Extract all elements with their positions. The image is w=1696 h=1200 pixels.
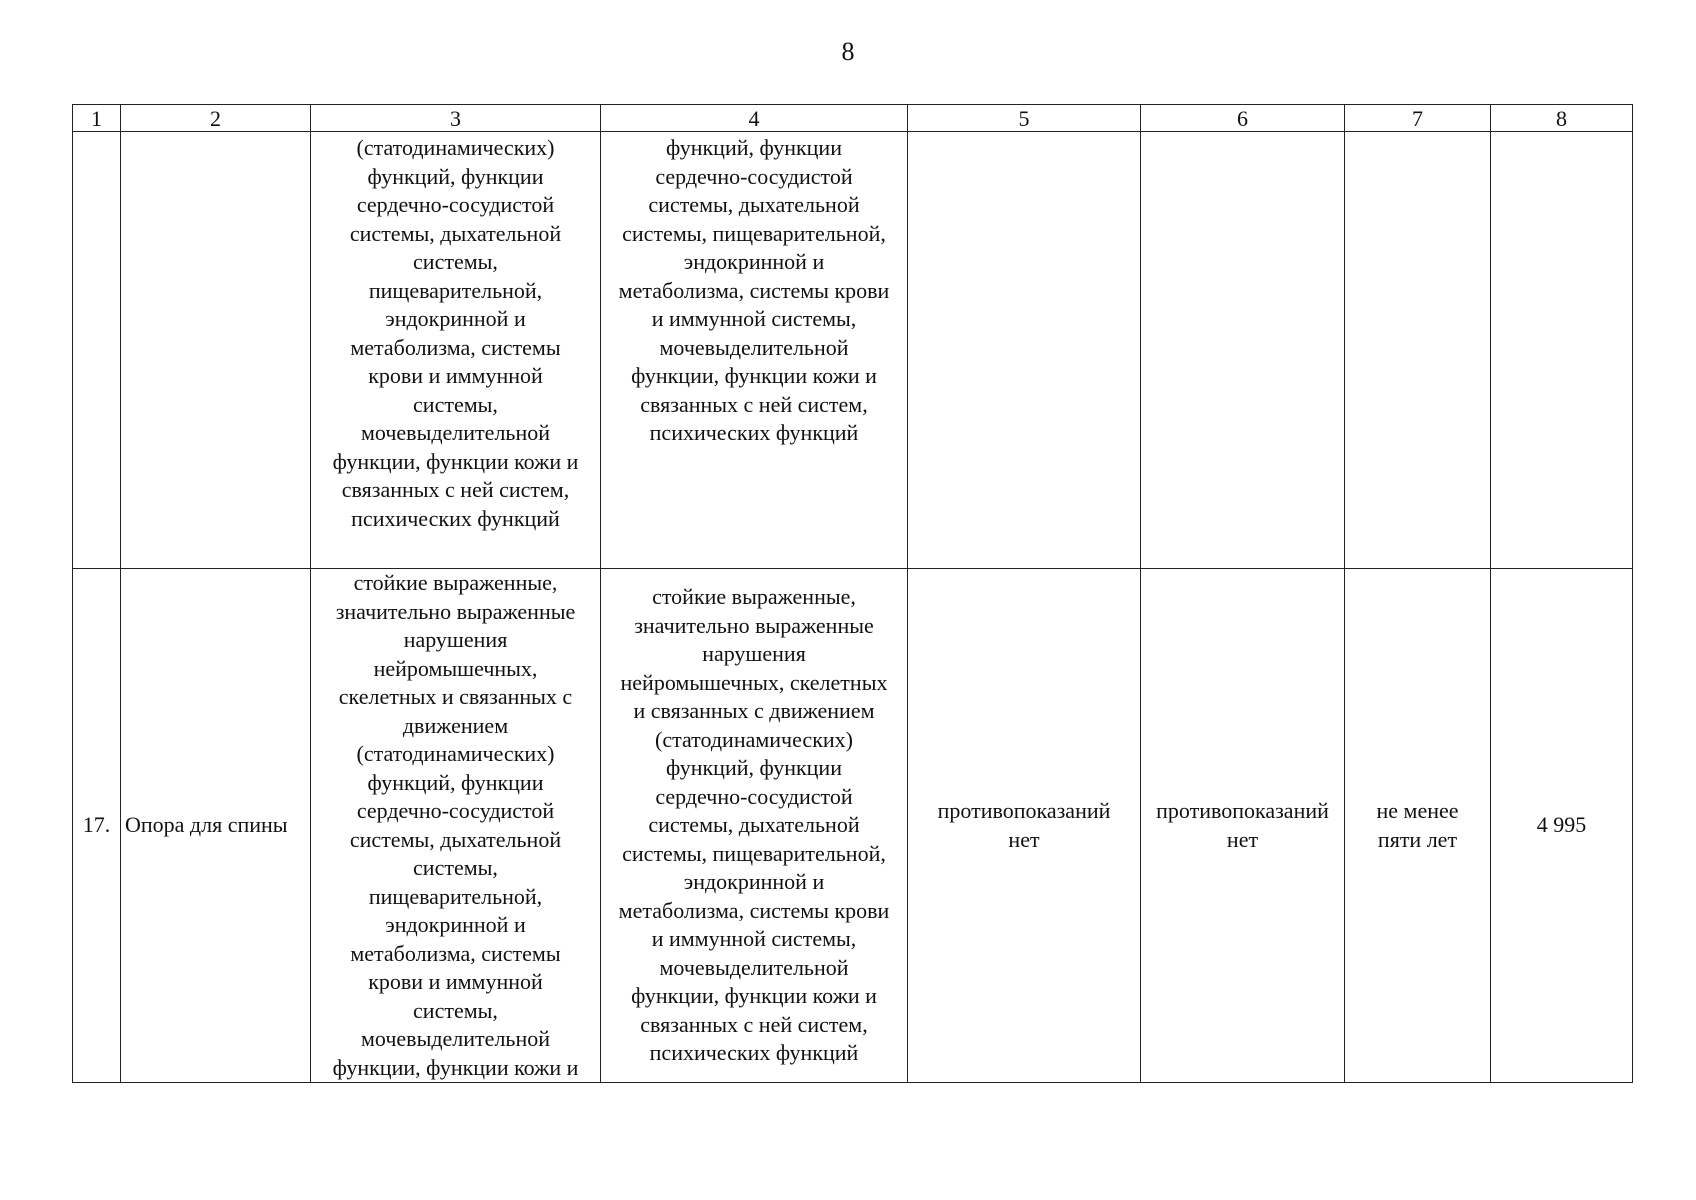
indications-alt-text: функций, функции сердечно-сосудистой системы, дыхательной системы, пищеварительной, эндокринной и метаболизма, системы крови и иммунной системы, мочевыделительной функции, функции кожи и связанных с ней систем, психических функций	[618, 135, 890, 445]
cell-price	[1491, 132, 1633, 569]
cell-usage-period	[1345, 132, 1491, 569]
indications-text: стойкие выраженные, значительно выраженные нарушения нейромышечных, скелетных и связанных с движением (статодинамических) функций, функции сердечно-сосудистой системы, дыхательной системы, пищеварительной, эндокринной и метаболизма, системы крови и иммунной системы, мочевыделительной функции, функции кожи и	[332, 570, 579, 1080]
indications-text: (статодинамических) функций, функции сердечно-сосудистой системы, дыхательной системы, пищеварительной, эндокринной и метаболизма, системы крови и иммунной системы, мочевыделительной функции, функции кожи и связанных с ней систем, психических функций	[332, 135, 579, 531]
cell-indications-alt	[601, 132, 908, 569]
table-row-17	[73, 569, 1633, 1083]
cell-usage-period	[1345, 569, 1491, 1083]
cell-number	[73, 132, 121, 569]
contraindications-text: противопоказаний нет	[937, 798, 1111, 852]
cell-indications	[311, 569, 601, 1083]
table-row-continuation	[73, 132, 1633, 569]
header-col-1: 1	[73, 105, 121, 132]
header-col-6: 6	[1141, 105, 1345, 132]
header-col-8: 8	[1491, 105, 1633, 132]
cell-contraindications-alt	[1141, 132, 1345, 569]
header-col-2: 2	[121, 105, 311, 132]
cell-price	[1491, 569, 1633, 1083]
table-header-row	[73, 105, 1633, 132]
header-col-5: 5	[908, 105, 1141, 132]
cell-product-name	[121, 132, 311, 569]
price-text: 4 995	[1536, 812, 1587, 838]
page-number: 8	[841, 37, 855, 66]
document-table	[72, 104, 1633, 1083]
row-number: 17.	[82, 812, 111, 838]
cell-indications-alt	[601, 569, 908, 1083]
usage-period-text: не менее пяти лет	[1376, 798, 1459, 852]
header-col-4: 4	[601, 105, 908, 132]
header-col-7: 7	[1345, 105, 1491, 132]
cell-contraindications	[908, 132, 1141, 569]
cell-number	[73, 569, 121, 1083]
cell-contraindications	[908, 569, 1141, 1083]
cell-contraindications-alt	[1141, 569, 1345, 1083]
contraindications-alt-text: противопоказаний нет	[1156, 798, 1329, 852]
cell-product-name	[121, 569, 311, 1083]
product-name: Опора для спины	[125, 812, 288, 838]
indications-alt-text: стойкие выраженные, значительно выраженные нарушения нейромышечных, скелетных и связанных с движением (статодинамических) функций, функции сердечно-сосудистой системы, дыхательной системы, пищеварительной, эндокринной и метаболизма, системы крови и иммунной системы, мочевыделительной функции, функции кожи и связанных с ней систем, психических функций	[618, 584, 890, 1066]
header-col-3: 3	[311, 105, 601, 132]
cell-indications	[311, 132, 601, 569]
